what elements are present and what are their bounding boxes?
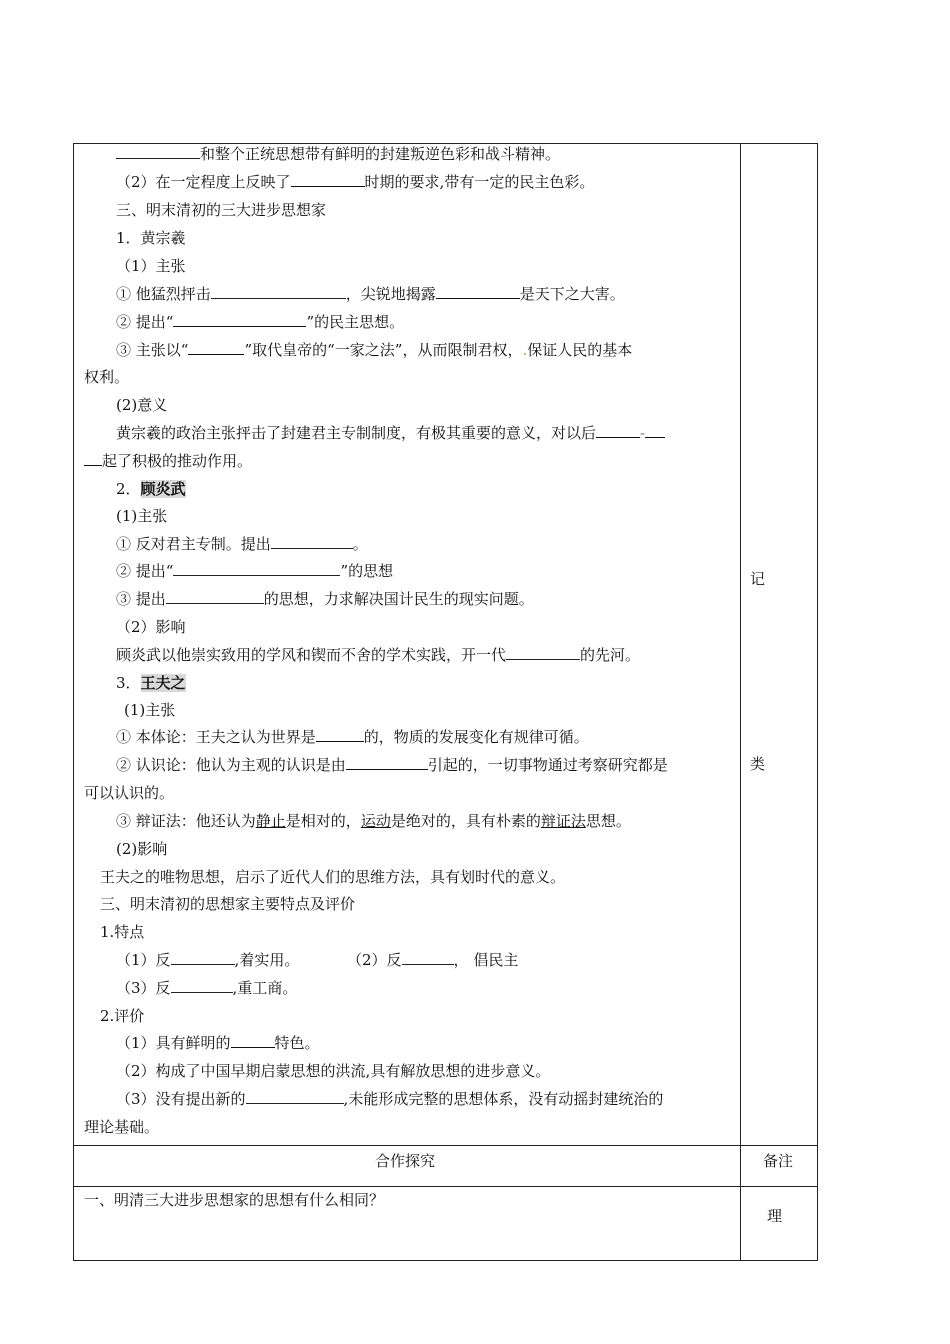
section-title: 合作探究: [375, 1152, 436, 1170]
fill-blank[interactable]: [316, 727, 364, 742]
subheading: （2）影响: [116, 618, 186, 636]
side-label-lei: 类: [750, 755, 766, 773]
text-line: 王夫之的唯物思想，启示了近代人们的思维方法，具有划时代的意义。: [100, 868, 566, 886]
text-line: ③ 提出 的思想，力求解决国计民生的现实问题。: [116, 590, 534, 608]
fill-blank[interactable]: [173, 561, 340, 576]
subheading: (1)主张: [116, 507, 168, 525]
heading-features: 三、明末清初的思想家主要特点及评价: [100, 895, 356, 913]
fill-blank[interactable]: [188, 340, 244, 355]
text-line: ① 本体论：王夫之认为世界是 的，物质的发展变化有规律可循。: [116, 728, 589, 746]
text-line: 和整个正统思想带有鲜明的封建叛逆色彩和战斗精神。: [116, 144, 560, 164]
fill-blank[interactable]: [171, 978, 233, 993]
text-line: （1）具有鲜明的 特色。: [116, 1034, 320, 1052]
fill-blank[interactable]: [166, 589, 264, 604]
heading-huang-zongxi: 1．黄宗羲: [116, 229, 186, 247]
subheading: (1)主张: [124, 701, 176, 719]
text-line: 理论基础。: [84, 1118, 160, 1136]
text-line: ② 提出“ ”的思想: [116, 562, 394, 580]
fill-blank[interactable]: [645, 423, 665, 438]
text-line: ② 认识论：他认为主观的认识是由 引起的，一切事物通过考察研究都是: [116, 756, 668, 774]
fill-blank[interactable]: [84, 451, 102, 466]
subheading: (2)影响: [116, 840, 168, 858]
subheading: 1.特点: [100, 923, 145, 941]
fill-blank[interactable]: [171, 950, 235, 965]
side-label-li: 理: [767, 1207, 783, 1225]
text-line: 权利。: [84, 368, 130, 386]
section-note: 备注: [763, 1152, 794, 1170]
text-line: 可以认识的。: [84, 784, 175, 802]
fill-blank[interactable]: [116, 144, 200, 159]
subheading: 2.评价: [100, 1007, 145, 1025]
text-line: （2）在一定程度上反映了 时期的要求,带有一定的民主色彩。: [116, 173, 595, 191]
text-line: ② 提出“ ”的民主思想。: [116, 313, 405, 331]
fill-blank[interactable]: [173, 312, 306, 327]
text-line: ③ 主张以“ ”取代皇帝的“一家之法”，从而限制君权，.保证人民的基本: [116, 341, 633, 359]
fill-blank[interactable]: [231, 1033, 275, 1048]
subheading: (2)意义: [116, 396, 168, 414]
fill-blank[interactable]: [346, 755, 428, 770]
column-divider: [740, 143, 741, 1261]
fill-blank[interactable]: [211, 284, 346, 299]
heading-wang-fuzhi: 3．王夫之: [116, 674, 186, 692]
fill-blank[interactable]: [506, 645, 580, 660]
text-line: ① 反对君主专制。提出 。: [116, 535, 368, 553]
fill-blank[interactable]: [246, 1089, 344, 1104]
fill-blank[interactable]: [291, 172, 365, 187]
row-divider-bottom: [73, 1186, 818, 1187]
text-line: （2）反 ， 倡民主: [347, 951, 519, 969]
subheading: （1）主张: [116, 257, 186, 275]
text-line: ① 他猛烈抨击 ，尖锐地揭露 是天下之大害。: [116, 285, 625, 303]
fill-blank[interactable]: [271, 534, 353, 549]
text-line: （1）反 ,着实用。: [116, 951, 300, 969]
fill-blank[interactable]: [596, 423, 640, 438]
text-line: 顾炎武以他崇实致用的学风和锲而不舍的学术实践，开一代 的先河。: [116, 646, 641, 664]
row-divider-top: [73, 1145, 818, 1146]
text-line: （3）没有提出新的 ,未能形成完整的思想体系，没有动摇封建统治的: [116, 1090, 664, 1108]
fill-blank[interactable]: [402, 950, 454, 965]
question-1: 一、明清三大进步思想家的思想有什么相同？: [84, 1191, 385, 1209]
text-line: ③ 辩证法：他还认为静止是相对的，运动是绝对的，具有朴素的辩证法思想。: [116, 812, 631, 830]
text-line: 起了积极的推动作用。: [84, 451, 252, 471]
text-line: （3）反 ,重工商。: [116, 979, 298, 997]
fill-blank[interactable]: [436, 284, 520, 299]
heading-gu-yanwu: 2．顾炎武: [116, 480, 186, 498]
text-line: （2）构成了中国早期启蒙思想的洪流,具有解放思想的进步意义。: [116, 1062, 551, 1080]
side-label-ji: 记: [750, 570, 766, 588]
heading-three-thinkers: 三、明末清初的三大进步思想家: [116, 201, 327, 219]
text-line: 黄宗羲的政治主张抨击了封建君主专制制度，有极其重要的意义，对以后 -: [116, 423, 665, 443]
